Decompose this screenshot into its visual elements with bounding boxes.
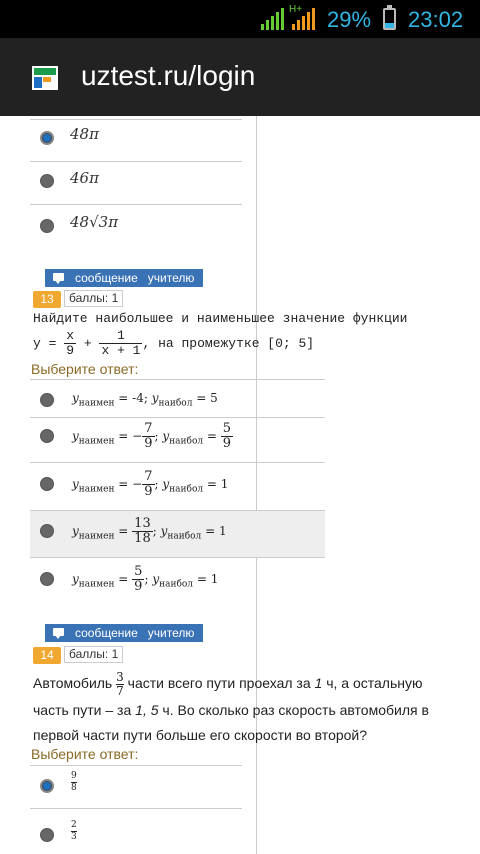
answer-radio-selected[interactable]	[40, 131, 54, 145]
choose-answer-label: Выберите ответ:	[31, 746, 139, 762]
divider	[30, 204, 242, 205]
divider	[30, 161, 242, 162]
signal-icon	[261, 8, 285, 30]
divider	[30, 765, 242, 766]
battery-icon	[383, 8, 396, 30]
score-badge: баллы: 1	[64, 290, 123, 307]
score-badge: баллы: 1	[64, 646, 123, 663]
answer-option: $y_{наимен}$ = − $\frac{7}{9}$ ; $y_{наибол} = 1$	[72, 469, 229, 499]
speech-bubble-icon	[53, 628, 64, 636]
answer-option: 48√3π	[70, 213, 119, 231]
answer-option: 48π	[70, 125, 99, 143]
divider	[30, 808, 242, 809]
answer-option: 9 8	[71, 771, 77, 793]
answer-option: $y_{наимен}$ = $\frac{13}{18}$ ; $y_{наибол} = 1$	[72, 516, 227, 546]
divider	[30, 379, 325, 380]
answer-radio[interactable]	[40, 393, 54, 407]
function-formula: y = $\frac{x}{9}$ + $\frac{1}{x + 1}$ , на промежутке [0; 5]	[33, 328, 315, 359]
answer-option: 2 3	[71, 820, 77, 842]
address-bar[interactable]: uztest.ru/login	[81, 60, 256, 91]
answer-option: 46π	[70, 169, 99, 187]
answer-radio[interactable]	[40, 828, 54, 842]
clock: 23:02	[408, 7, 464, 32]
question-number-badge: 13	[33, 291, 61, 308]
answer-radio[interactable]	[40, 572, 54, 586]
signal-2-icon	[292, 8, 316, 30]
divider	[30, 417, 325, 418]
status-bar	[0, 0, 480, 38]
message-teacher-button[interactable]: сообщение учителю	[45, 269, 203, 287]
divider	[30, 510, 325, 511]
answer-radio[interactable]	[40, 174, 54, 188]
choose-answer-label: Выберите ответ:	[31, 361, 139, 377]
answer-option: $y_{наимен} = -4$; $y_{наибол} = 5$	[72, 391, 218, 409]
answer-radio-selected[interactable]	[40, 779, 54, 793]
page-content	[0, 116, 480, 854]
battery-percent: 29%	[327, 7, 372, 32]
site-favicon-icon	[32, 66, 58, 90]
question-text: Найдите наибольшее и наименьшее значение функции	[33, 311, 408, 326]
answer-option: $y_{наимен}$ = $\frac{5}{9}$ ; $y_{наибол} = 1$	[72, 564, 219, 594]
divider	[30, 557, 325, 558]
answer-radio[interactable]	[40, 429, 54, 443]
question-text: Автомобиль $\frac{3}{7}$ части всего пути проехал за 1 ч, а остальную часть пути – за 1, 5 ч. Во сколько раз скорость автомобиля в первой части пути больше его скорости во второй?	[33, 670, 429, 743]
message-teacher-button[interactable]: сообщение учителю	[45, 624, 203, 642]
answer-radio[interactable]	[40, 524, 54, 538]
answer-option: $y_{наимен}$ = − $\frac{7}{9}$ ; $y_{наибол}$ = $\frac{5}{9}$	[72, 421, 232, 451]
divider	[30, 119, 242, 120]
question-number-badge: 14	[33, 647, 61, 664]
network-type: H+	[289, 4, 303, 15]
answer-radio[interactable]	[40, 477, 54, 491]
divider	[30, 462, 325, 463]
answer-radio[interactable]	[40, 219, 54, 233]
speech-bubble-icon	[53, 273, 64, 281]
